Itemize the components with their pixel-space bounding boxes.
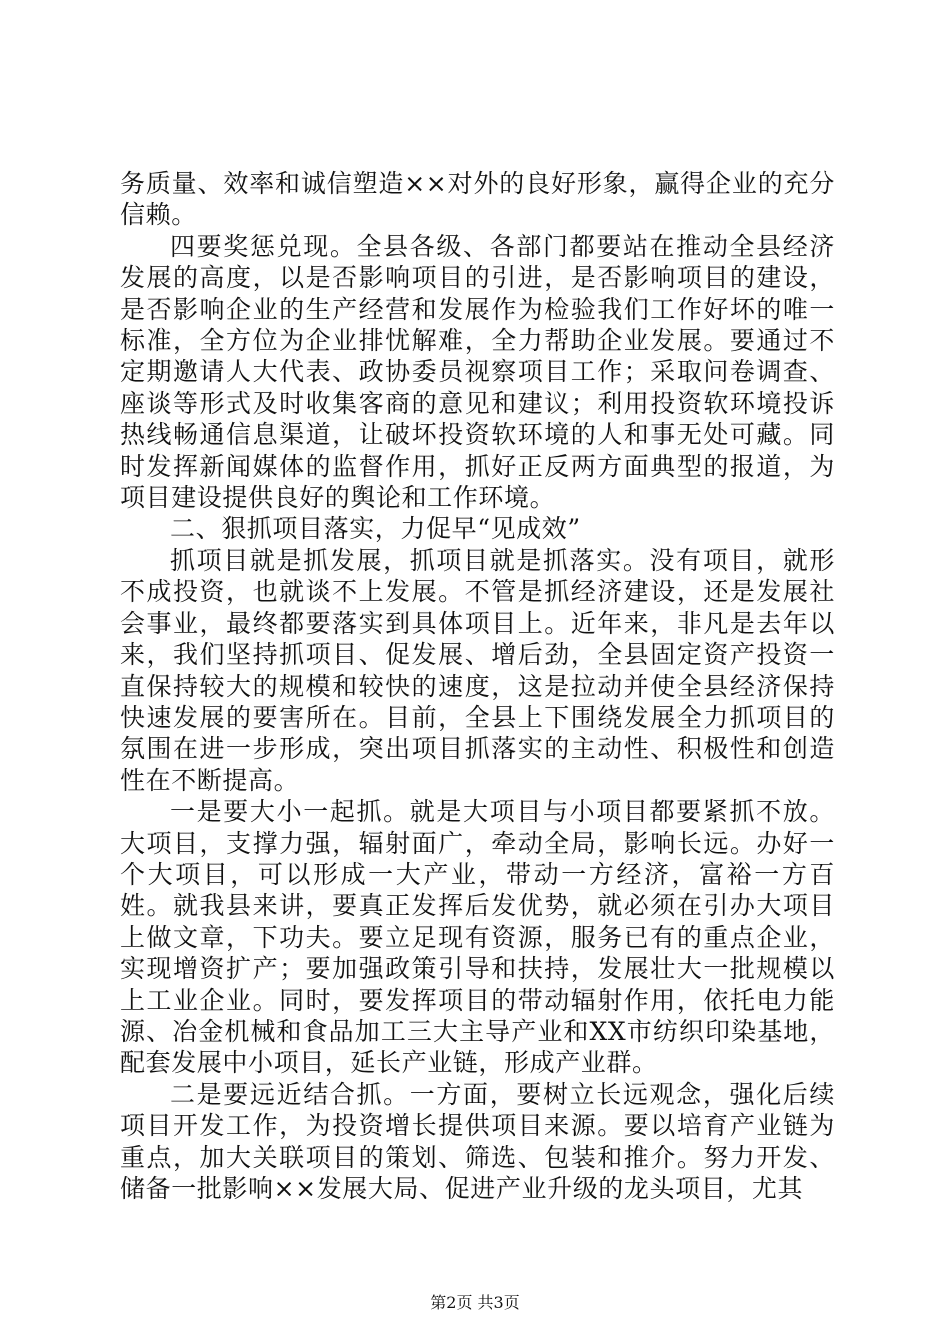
document-body [120, 168, 835, 1204]
paragraph-continuation: 务质量、效率和诚信塑造××对外的良好形象，赢得企业的充分信赖。 [120, 169, 835, 230]
paragraph-big-and-small: 一是要大小一起抓。就是大项目与小项目都要紧抓不放。大项目，支撑力强，辐射面广，牵动全局，影响长远。办好一个大项目，可以形成一大产业，带动一方经济，富裕一方百姓。就我县来讲，要真正发挥后发优势，就必须在引办大项目上做文章，下功夫。要立足现有资源，服务已有的重点企业，实现增资扩产；要加强政策引导和扶持，发展壮大一批规模以上工业企业。同时，要发挥项目的带动辐射作用，依托电力能源、冶金机械和食品加工三大主导产业和XX市纺织印染基地，配套发展中小项目，延长产业链，形成产业群。 [120, 797, 835, 1078]
page-footer: 第2页 共3页 [430, 1293, 520, 1312]
section-heading: 二、狠抓项目落实，力促早“见成效” [170, 514, 581, 544]
paragraph-near-and-far: 二是要远近结合抓。一方面，要树立长远观念，强化后续项目开发工作，为投资增长提供项目来源。要以培育产业链为重点，加大关联项目的策划、筛选、包装和推介。努力开发、储备一批影响××发展大局、促进产业升级的龙头项目，尤其 [120, 1079, 835, 1203]
paragraph-rewards-penalties: 四要奖惩兑现。全县各级、各部门都要站在推动全县经济发展的高度，以是否影响项目的引进，是否影响项目的建设，是否影响企业的生产经营和发展作为检验我们工作好坏的唯一标准，全方位为企业排忧解难，全力帮助企业发展。要通过不定期邀请人大代表、政协委员视察项目工作；采取问卷调查、座谈等形式及时收集客商的意见和建议；利用投资软环境投诉热线畅通信息渠道，让破坏投资软环境的人和事无处可藏。同时发挥新闻媒体的监督作用，抓好正反两方面典型的报道，为项目建设提供良好的舆论和工作环境。 [120, 231, 835, 513]
paragraph-project-implementation: 抓项目就是抓发展，抓项目就是抓落实。没有项目，就形不成投资，也就谈不上发展。不管是抓经济建设，还是发展社会事业，最终都要落实到具体项目上。近年来，非凡是去年以来，我们坚持抓项目、促发展、增后劲，全县固定资产投资一直保持较大的规模和较快的速度，这是拉动并使全县经济保持快速发展的要害所在。目前，全县上下围绕发展全力抓项目的氛围在进一步形成，突出项目抓落实的主动性、积极性和创造性在不断提高。 [120, 545, 835, 795]
